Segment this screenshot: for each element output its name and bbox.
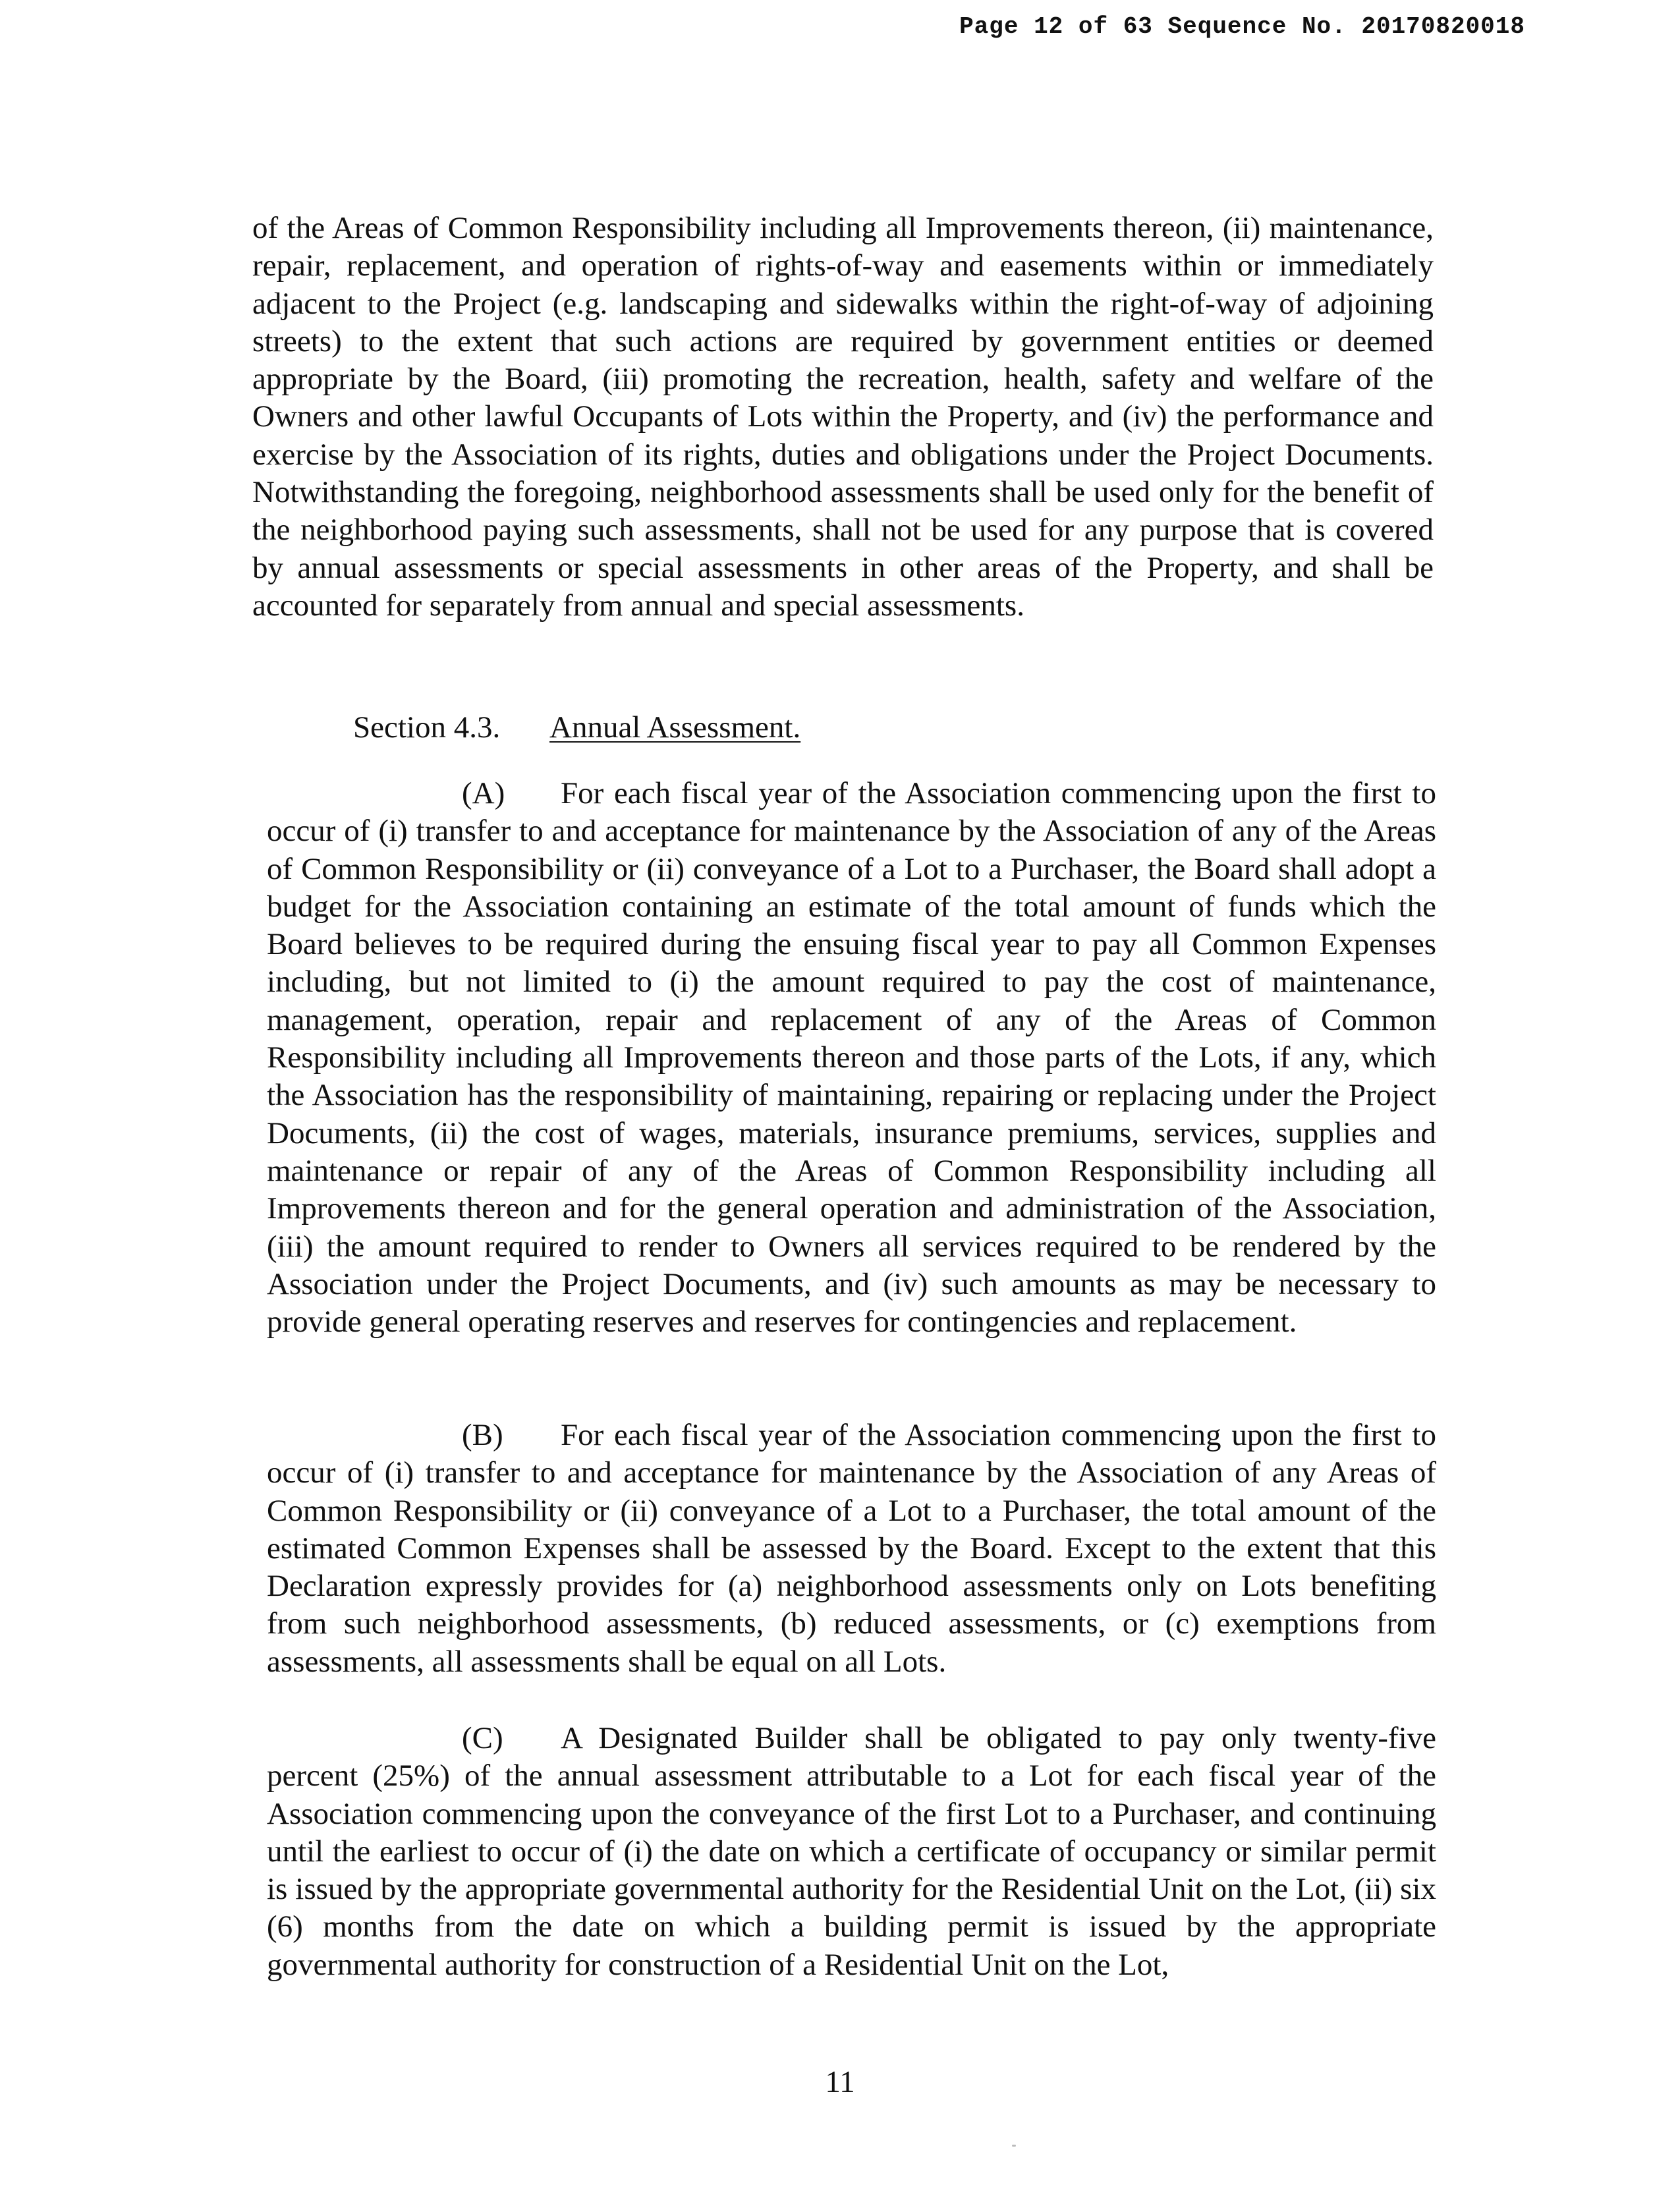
subsection-a	[267, 775, 1436, 1341]
subsection-c	[267, 1720, 1436, 1984]
page-number: 11	[825, 2065, 855, 2099]
section-number: Section 4.3.	[353, 710, 501, 745]
subsection-label: (B)	[462, 1418, 503, 1452]
section-title: Annual Assessment.	[549, 710, 801, 745]
subsection-b	[267, 1417, 1436, 1681]
continuation-paragraph: of the Areas of Common Responsibility including all Improvements thereon, (ii) maintenance, repair, replacement, and operation of rights-of-way and easements within or immediately adjacent to the Project (e.g. landscaping and sidewalks within the right-of-way of adjoining streets) to the extent that such actions are required by government entities or deemed appropriate by the Board, (iii) promoting the recreation, health, safety and welfare of the Owners and other lawful Occupants of Lots within the Property, and (iv) the performance and exercise by the Association of its rights, duties and obligations under the Project Documents. Notwithstanding the foregoing, neighborhood assessments shall be used only for the benefit of the neighborhood paying such assessments, shall not be used for any purpose that is covered by annual assessments or special assessments in other areas of the Property, and shall be accounted for separately from annual and special assessments.	[252, 211, 1434, 623]
subsection-text: A Designated Builder shall be obligated to pay only twenty-five percent (25%) of the annual assessment attributable to a Lot for each fiscal year of the Association commencing upon the conveyance of the first Lot to a Purchaser, and continuing until the earliest to occur of (i) the date on which a certificate of occupancy or similar permit is issued by the appropriate governmental authority for the Residential Unit on the Lot, (ii) six (6) months from the date on which a building permit is issued by the appropriate governmental authority for construction of a Residential Unit on the Lot,	[267, 1721, 1436, 1982]
page-sequence-stamp: Page 12 of 63 Sequence No. 20170820018	[959, 13, 1525, 40]
subsection-label: (A)	[462, 776, 505, 810]
subsection-text: For each fiscal year of the Association commencing upon the first to occur of (i) transfer to and acceptance for maintenance by the Association of any of the Areas of Common Responsibility or (ii) conveyance of a Lot to a Purchaser, the Board shall adopt a budget for the Association containing an estimate of the total amount of funds which the Board believes to be required during the ensuing fiscal year to pay all Common Expenses including, but not limited to (i) the amount required to pay the cost of maintenance, management, operation, repair and replacement of any of the Areas of Common Responsibility including all Improvements thereon and those parts of the Lots, if any, which the Association has the responsibility of maintaining, repairing or replacing under the Project Documents, (ii) the cost of wages, materials, insurance premiums, services, supplies and maintenance or repair of any of the Areas of Common Responsibility including all Improvements thereon and for the general operation and administration of the Association, (iii) the amount required to render to Owners all services required to be rendered by the Association under the Project Documents, and (iv) such amounts as may be necessary to provide general operating reserves and reserves for contingencies and replacement.	[267, 776, 1436, 1340]
subsection-text: For each fiscal year of the Association commencing upon the first to occur of (i) transfer to and acceptance for maintenance by the Association of any Areas of Common Responsibility or (ii) conveyance of a Lot to a Purchaser, the total amount of the estimated Common Expenses shall be assessed by the Board. Except to the extent that this Declaration expressly provides for (a) neighborhood assessments only on Lots benefiting from such neighborhood assessments, (b) reduced assessments, or (c) exemptions from assessments, all assessments shall be equal on all Lots.	[267, 1418, 1436, 1679]
subsection-label: (C)	[462, 1721, 503, 1755]
scan-speck	[1012, 2145, 1016, 2147]
section-heading	[353, 709, 800, 747]
